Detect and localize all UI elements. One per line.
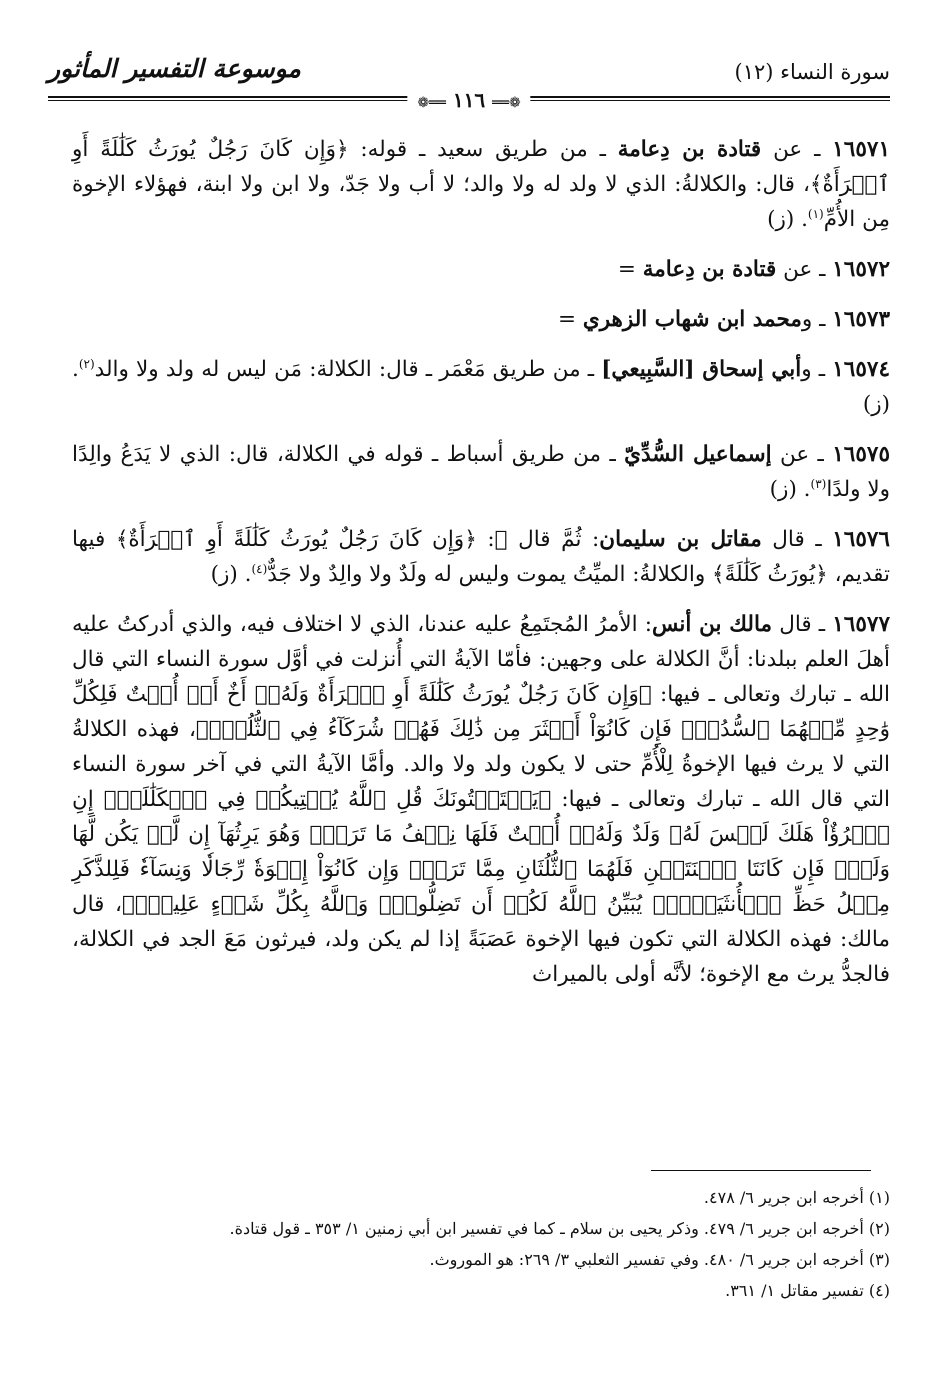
narration-text: =	[617, 257, 643, 282]
narrator-name: مالك بن أنس	[651, 612, 773, 637]
narrator-name: مقاتل بن سليمان	[599, 527, 762, 552]
narration-text: : الأمرُ المُجتَمِعُ عليه عندنا، الذي لا اختلاف فيه، والذي أدركتُ عليه أهلَ العلم ببلدنا: أنَّ الكلالة على وجهين: فأمّا الآيةُ التي أُنزلت في أوَّل سورة النساء التي قال الله ـ تبارك وتعالى ـ فيها: ﴿وَإِن كَانَ رَجُلٌ يُورَثُ كَلَٰلَةً أَوِ ٱمۡرَأَةٌ وَلَهُۥٓ أَخٌ أَوۡ أُخۡتٌ فَلِكُلِّ وَٰحِدٍ مِّنۡهُمَا ٱلسُّدُسُۚ فَإِن كَانُوٓاْ أَكۡثَرَ مِن ذَٰلِكَ فَهُمۡ شُرَكَآءُ فِي ٱلثُّلُثِۚ﴾، فهذه الكلالةُ التي لا يرث فيها الإخوةُ لِلْأُمِّ حتى لا يكون ولد ولا والد. وأمَّا الآيةُ التي في آخر سورة النساء التي قال الله ـ تبارك وتعالى ـ فيها: ﴿يَسۡتَفۡتُونَكَ قُلِ ٱللَّهُ يُفۡتِيكُمۡ فِي ٱلۡكَلَٰلَةِۚ إِنِ ٱمۡرُؤٌاْ هَلَكَ لَيۡسَ لَهُۥ وَلَدٌ وَلَهُۥٓ أُخۡتٌ فَلَهَا نِصۡفُ مَا تَرَكَۚ وَهُوَ يَرِثُهَآ إِن لَّمۡ يَكُن لَّهَا وَلَدٌۚ فَإِن كَانَتَا ٱثۡنَتَيۡنِ فَلَهُمَا ٱلثُّلُثَانِ مِمَّا تَرَكَۚ وَإِن كَانُوٓاْ إِخۡوَةٗ رِّجَالٗا وَنِسَآءٗ فَلِلذَّكَرِ مِثۡلُ حَظِّ ٱلۡأُنثَيَيۡنِۗ يُبَيِّنُ ٱللَّهُ لَكُمۡ أَن تَضِلُّواْۗ وَٱللَّهُ بِكُلِّ شَيۡءٍ عَلِيمُۢ﴾، قال مالك: فهذه الكلالة التي تكون فيها الإخوة عَصَبَةً إذا لم يكن ولد، فيرثون مَعَ الجد في الكلالة، فالجدُّ يرث مع الإخوة؛ لأنَّه أولى بالميراث	[72, 612, 891, 987]
narration-paragraph	[72, 437, 890, 507]
narration-tail: . (ز)	[769, 477, 811, 502]
narration-tail: . (ز)	[72, 357, 890, 417]
narration-paragraph	[72, 132, 890, 237]
narrator-name: أبي إسحاق [السَّبِيعي]	[601, 357, 802, 382]
narrator-name: قتادة بن دِعامة	[642, 257, 777, 282]
narration-intro: ـ قال	[761, 527, 833, 552]
footnote: (٢) أخرجه ابن جرير ٦/ ٤٧٩. وذكر يحيى بن سلام ـ كما في تفسير ابن أبي زمنين ١/ ٣٥٣ ـ قول قتادة.	[229, 1219, 890, 1238]
narration-paragraph	[72, 607, 890, 992]
narration-paragraph	[72, 352, 890, 422]
narration-text: ـ من طريق أسباط ـ قوله في الكلالة، قال: الذي لا يَدَعُ والِدًا ولا ولدًا	[72, 442, 890, 502]
narration-number: ١٦٥٧٧	[832, 612, 890, 637]
narration-number: ١٦٥٧٢	[832, 257, 890, 282]
narration-intro: ـ و	[801, 307, 833, 332]
narration-text: ـ من طريق مَعْمَر ـ قال: الكلالة: مَن ليس له ولد ولا والد	[94, 357, 602, 382]
narration-number: ١٦٥٧٤	[832, 357, 890, 382]
narration-number: ١٦٥٧١	[832, 137, 890, 162]
book-series-title: موسوعة التفسير المأثور	[48, 54, 301, 83]
ornament-icon: ══❁	[417, 95, 446, 111]
footnote: (٣) أخرجه ابن جرير ٦/ ٤٨٠. وفي تفسير الثعلبي ٣/ ٢٦٩: هو الموروث.	[429, 1250, 890, 1269]
footnote: (١) أخرجه ابن جرير ٦/ ٤٧٨.	[703, 1188, 890, 1207]
narrator-name: قتادة بن دِعامة	[617, 137, 762, 162]
narration-text: ـ من طريق سعيد ـ قوله: ﴿وَإِن كَانَ رَجُلٌ يُورَثُ كَلَٰلَةً أَوِ ٱمۡرَأَةٌ﴾، قال: والكلالةُ: الذي لا ولد له ولا والد؛ لا أب ولا جَدّ، ولا ابن ولا ابنة، فهؤلاء الإخوة مِن الأُمِّ	[72, 137, 890, 232]
footnote-ref: (٤)	[251, 561, 268, 576]
narration-text: =	[558, 307, 583, 332]
narrator-name: محمد ابن شهاب الزهري	[582, 307, 802, 332]
narration-paragraph	[72, 522, 890, 592]
footnote-ref: (١)	[807, 206, 824, 221]
narration-intro: ـ عن	[776, 257, 833, 282]
narration-intro: ـ و	[801, 357, 833, 382]
main-text	[72, 132, 890, 1007]
footnote-separator	[651, 1170, 871, 1171]
ornament-icon: ❁══	[492, 95, 521, 111]
page-number-box	[407, 88, 530, 112]
narration-number: ١٦٥٧٣	[832, 307, 890, 332]
narration-intro: ـ عن	[761, 137, 833, 162]
footnotes	[72, 1182, 890, 1306]
page-header	[48, 52, 890, 112]
page-number: ١١٦	[452, 88, 486, 112]
narration-tail: . (ز)	[767, 207, 808, 232]
narration-number: ١٦٥٧٦	[832, 527, 890, 552]
narration-paragraph	[72, 252, 890, 287]
narrator-name: إسماعيل السُّدِّيّ	[624, 442, 772, 467]
footnote-ref: (٢)	[78, 356, 95, 371]
narration-intro: ـ قال	[772, 612, 833, 637]
footnote-ref: (٣)	[810, 476, 827, 491]
narration-paragraph	[72, 302, 890, 337]
narration-number: ١٦٥٧٥	[832, 442, 890, 467]
surah-title: سورة النساء (١٢)	[734, 60, 890, 84]
narration-intro: ـ عن	[771, 442, 833, 467]
narration-text: : ثُمَّ قال ﷻ: ﴿وَإِن كَانَ رَجُلٌ يُورَثُ كَلَٰلَةً أَوِ ٱمۡرَأَةٌ﴾ فيها تقديم، ﴿يُورَثُ كَلَٰلَةً﴾ والكلالةُ: الميِّتُ يموت وليس له ولَدٌ ولا والِدٌ ولا جَدٌّ	[72, 527, 890, 587]
footnote: (٤) تفسير مقاتل ١/ ٣٦١.	[725, 1281, 890, 1300]
narration-tail: . (ز)	[210, 562, 252, 587]
